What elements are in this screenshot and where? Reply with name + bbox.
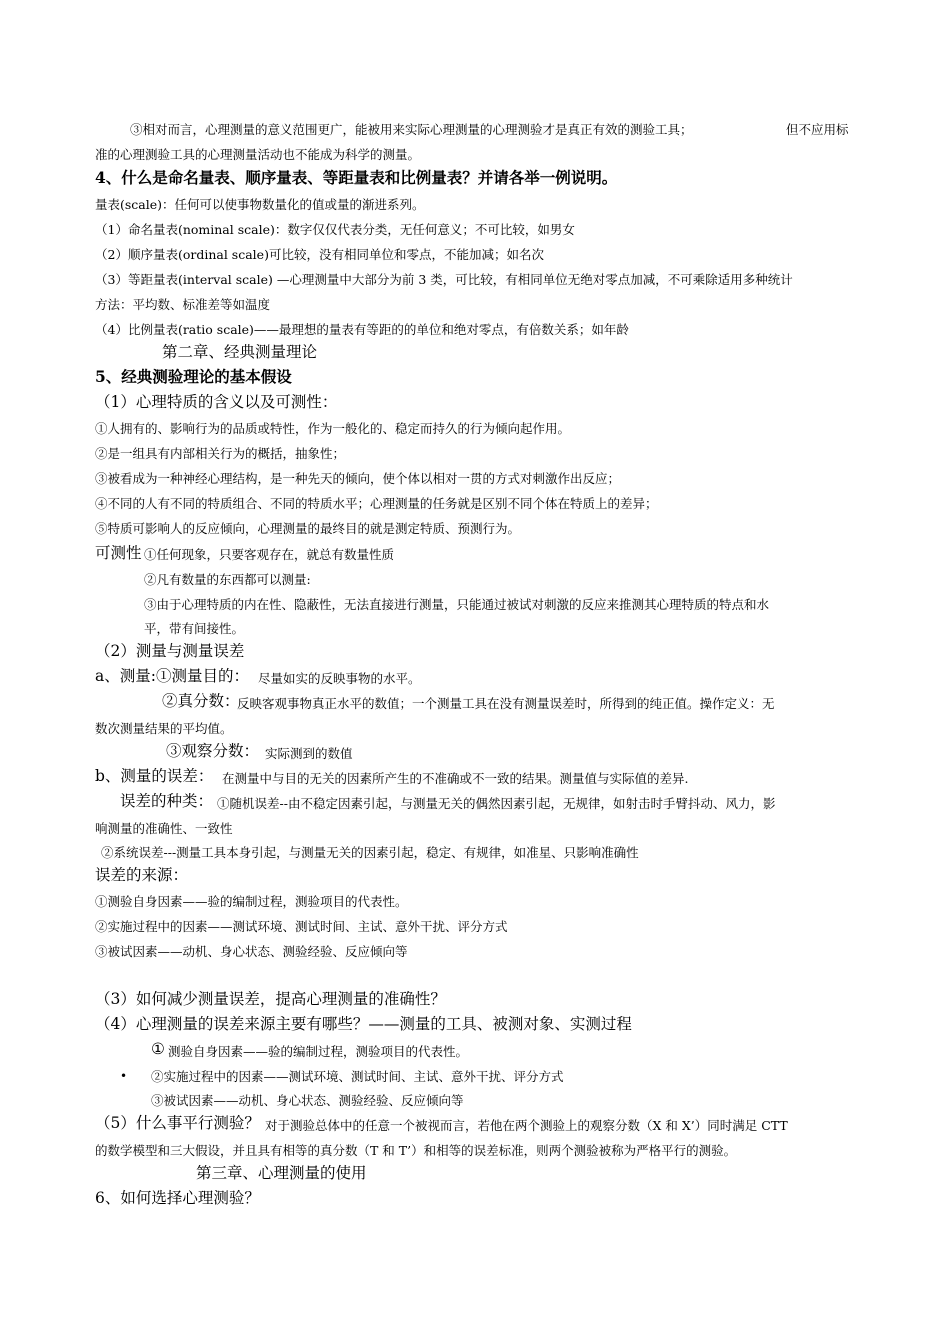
- text-line: 尽量如实的反映事物的水平。: [258, 671, 421, 686]
- text-line: ②系统误差---测量工具本身引起，与测量无关的因素引起，稳定、有规律，如准星、只影响准确性: [101, 845, 639, 860]
- text-line: ③被看成为一种神经心理结构，是一种先天的倾向，使个体以相对一贯的方式对刺激作出反应；: [95, 471, 621, 486]
- text-line: 反映客观事物真正水平的数值；一个测量工具在没有测量误差时，所得到的纯正值。操作定义：无: [237, 696, 775, 711]
- text-line: ③被试因素——动机、身心状态、测验经验、反应倾向等: [151, 1093, 464, 1108]
- subheading: ②真分数：: [162, 692, 240, 710]
- subheading: （1）心理特质的含义以及可测性：: [95, 393, 338, 411]
- text-line: ①人拥有的、影响行为的品质或特性，作为一般化的、稳定而持久的行为倾向起作用。: [95, 421, 571, 436]
- subheading: 误差的来源：: [95, 866, 189, 884]
- text-line: （2）顺序量表(ordinal scale)可比较，没有相同单位和零点，不能加减；如名次: [95, 247, 544, 262]
- bullet-icon: •: [120, 1069, 128, 1083]
- subheading: 误差的种类：: [120, 792, 214, 810]
- text-line: 实际测到的数值: [265, 746, 353, 761]
- text-line: ②实施过程中的因素——测试环境、测试时间、主试、意外干扰、评分方式: [95, 919, 508, 934]
- text-line: ④不同的人有不同的特质组合、不同的特质水平；心理测量的任务就是区别不同个体在特质上的差异；: [95, 496, 658, 511]
- text-line: （3）等距量表(interval scale) —心理测量中大部分为前 3 类，可比较，有相同单位无绝对零点加减，不可乘除适用多种统计: [95, 272, 793, 287]
- text-line: ①随机误差--由不稳定因素引起，与测量无关的偶然因素引起，无规律，如射击时手臂抖动、风力，影: [217, 796, 776, 811]
- text-line: 对于测验总体中的任意一个被视而言，若他在两个测验上的观察分数（X 和 X’）同时满足 CTT: [265, 1118, 788, 1133]
- text-line: 方法：平均数、标准差等如温度: [95, 297, 271, 312]
- subheading: 可测性: [95, 544, 142, 562]
- text-line: ②实施过程中的因素——测试环境、测试时间、主试、意外干扰、评分方式: [151, 1069, 564, 1084]
- chapter-title: 第二章、经典测量理论: [162, 343, 318, 361]
- subheading: ③观察分数：: [166, 742, 260, 760]
- text-line: 在测量中与目的无关的因素所产生的不准确或不一致的结果。测量值与实际值的差异.: [222, 771, 689, 786]
- text-line: ①: [151, 1040, 165, 1058]
- text-line: 响测量的准确性、一致性: [95, 821, 233, 836]
- text-line: （1）命名量表(nominal scale)：数字仅仅代表分类，无任何意义；不可比较，如男女: [95, 222, 575, 237]
- text-line: ③被试因素——动机、身心状态、测验经验、反应倾向等: [95, 944, 408, 959]
- text-line: 但不应用标: [786, 122, 849, 137]
- text-line: ①任何现象，只要客观存在，就总有数量性质: [144, 547, 395, 562]
- text-line: ②是一组具有内部相关行为的概括，抽象性；: [95, 446, 346, 461]
- text-line: ③由于心理特质的内在性、隐蔽性，无法直接进行测量，只能通过被试对刺激的反应来推测其心理特质的特点和水: [144, 597, 770, 612]
- subheading: （4）心理测量的误差来源主要有哪些？——测量的工具、被测对象、实测过程: [95, 1015, 632, 1033]
- text-line: ⑤特质可影响人的反应倾向，心理测量的最终目的就是测定特质、预测行为。: [95, 521, 521, 536]
- subheading: （5）什么事平行测验？: [95, 1114, 260, 1132]
- text-line: 数次测量结果的平均值。: [95, 721, 233, 736]
- text-line: 量表(scale)：任何可以使事物数量化的值或量的渐进系列。: [95, 197, 425, 212]
- text-line: ③相对而言，心理测量的意义范围更广，能被用来实际心理测量的心理测验才是真正有效的测验工具；: [130, 122, 693, 137]
- subheading: a、测量:①测量目的：: [95, 667, 249, 685]
- subheading: b、测量的误差：: [95, 767, 214, 785]
- subheading: （3）如何减少测量误差，提高心理测量的准确性？: [95, 990, 446, 1008]
- text-line: 的数学模型和三大假设，并且具有相等的真分数（T 和 T’）和相等的误差标准，则两个测验被称为严格平行的测验。: [95, 1143, 737, 1158]
- question-heading: 4、什么是命名量表、顺序量表、等距量表和比例量表？并请各举一例说明。: [95, 168, 618, 187]
- text-line: ①测验自身因素——验的编制过程，测验项目的代表性。: [95, 894, 408, 909]
- chapter-title: 第三章、心理测量的使用: [196, 1164, 367, 1182]
- question-heading: 6、如何选择心理测验？: [95, 1189, 260, 1207]
- question-heading: 5、经典测验理论的基本假设: [95, 367, 292, 386]
- text-line: 测验自身因素——验的编制过程，测验项目的代表性。: [168, 1044, 469, 1059]
- text-line: （4）比例量表(ratio scale)——最理想的量表有等距的的单位和绝对零点，有倍数关系；如年龄: [95, 322, 629, 337]
- text-line: ②凡有数量的东西都可以测量:: [144, 572, 311, 587]
- subheading: （2）测量与测量误差: [95, 642, 245, 660]
- text-line: 平，带有间接性。: [144, 621, 245, 636]
- text-line: 准的心理测验工具的心理测量活动也不能成为科学的测量。: [95, 147, 421, 162]
